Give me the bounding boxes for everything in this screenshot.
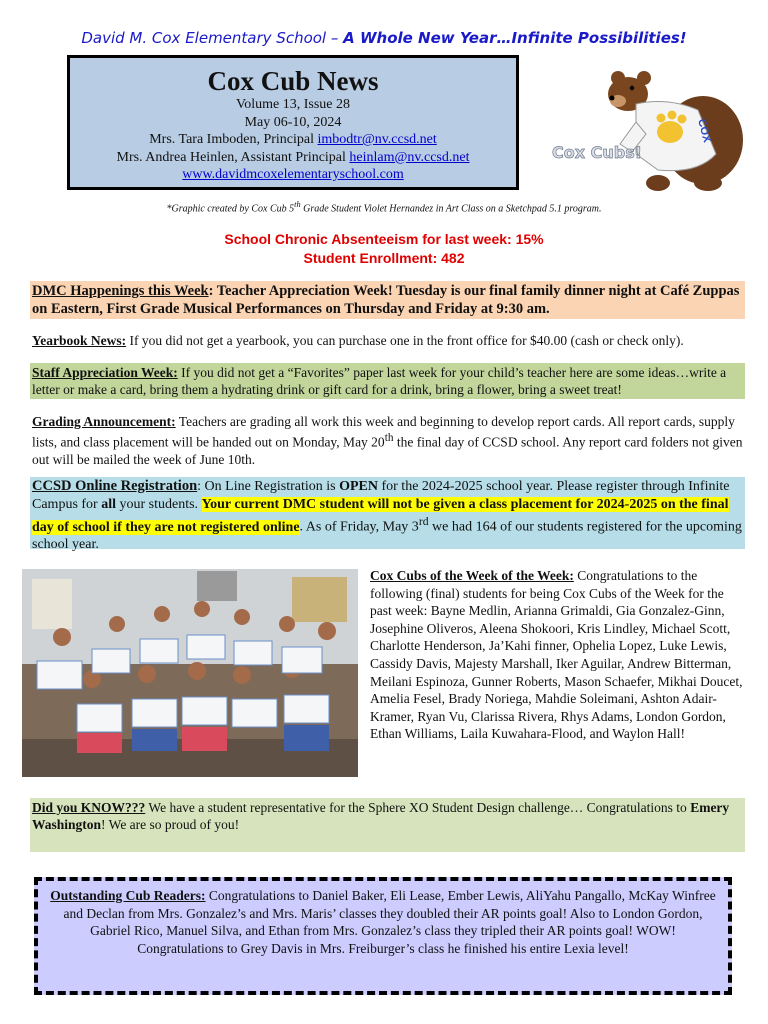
newsletter-masthead bbox=[67, 55, 519, 190]
cubs-of-the-week-section bbox=[370, 567, 748, 743]
happenings-section bbox=[30, 281, 745, 319]
happenings-heading: DMC Happenings this Week bbox=[32, 283, 209, 299]
grading-section bbox=[30, 412, 745, 469]
ccsd-open: OPEN bbox=[339, 479, 378, 494]
outstanding-readers-section bbox=[34, 877, 732, 995]
principal-line bbox=[70, 131, 516, 149]
ccsd-registration-warning: Your current DMC student will not be given a class placement for 2024-2025 on the final day of school if they are not registered online bbox=[32, 496, 729, 535]
caption-text-end: Grade Student Violet Hernandez in Art Class on a Sketchpad 5.1 program. bbox=[300, 203, 602, 215]
principal-email-link[interactable]: imbodtr@nv.ccsd.net bbox=[317, 132, 437, 147]
ccsd-all: all bbox=[101, 496, 116, 512]
attendance-stats bbox=[0, 230, 768, 268]
issue-dates: May 06-10, 2024 bbox=[244, 114, 342, 130]
staff-appreciation-heading: Staff Appreciation Week: bbox=[32, 365, 178, 380]
ccsd-text-1: : On Line Registration is bbox=[197, 479, 340, 494]
outstanding-readers-heading: Outstanding Cub Readers: bbox=[50, 888, 206, 903]
ccsd-registration-heading: CCSD Online Registration bbox=[32, 478, 198, 494]
school-website-link[interactable]: www.davidmcoxelementaryschool.com bbox=[182, 167, 404, 182]
caption-superscript: th bbox=[294, 200, 301, 209]
did-you-know-student-name: Emery Washington bbox=[32, 800, 730, 832]
grading-text: Teachers are grading all work this week and beginning to develop report cards. All report cards, supply lists, and class placement will be handed out on Monday, May 20 bbox=[32, 414, 735, 450]
cubs-of-the-week-text: Congratulations to the following (final) students for being Cox Cubs of the Week for the past week: Bayne Medlin, Arianna Grimaldi, Gia Gonzalez-Ginn, Josephine Oliveros, Aleena Shokoori, Kris Lindley, Michael Scott, Charlotte Henderson, Ja’Kahi finner, Ophelia Lopez, Luke Lewis, Cassidy Davis, Majesty Marshall, Iker Aguilar, Andrew Bitterman, Meilani Espinoza, Gunner Roberts, Mason Schaefer, Mikhai Doucet, Amelia Fesel, Brady Noriega, Mahdie Soleimani, Ashton Adair-Kramer, Ryan Vu, Clarissa Rivera, Rhys Adams, London Gordon, Ethan Williams, Laila Kuwahara-Flood, and Waylon Hall! bbox=[370, 568, 743, 742]
outstanding-readers-text: Congratulations to Daniel Baker, Eli Lease, Ember Lewis, AliYahu Pangallo, McKay Winfree and Declan from Mrs. Gonzalez’s and Mrs. Maris’ classes they doubled their AR points goal! Also to London Gordon, Gabriel Rico, Manuel Silva, and Ethan from Mrs. Gonzalez’s class they tripled their AR points goal! WOW! Congratulations to Grey Davis in Mrs. Freiburger’s class he finished his entire Lexia level! bbox=[63, 888, 716, 956]
grading-superscript: th bbox=[384, 432, 394, 444]
school-name: David M. Cox Elementary School – bbox=[81, 29, 344, 47]
staff-appreciation-section bbox=[30, 363, 745, 399]
grading-text-end: the final day of CCSD school. Any report card folders not given out will be mailed the week of June 10th. bbox=[32, 434, 743, 467]
graphic-caption bbox=[0, 200, 768, 214]
ccsd-superscript: rd bbox=[418, 515, 429, 528]
ccsd-text-5: we had 164 of our students registered for the upcoming school year. bbox=[32, 519, 742, 553]
issue-volume: Volume 13, Issue 28 bbox=[235, 97, 351, 112]
bear-mascot-illustration bbox=[548, 62, 748, 197]
school-motto: A Whole New Year…Infinite Possibilities! bbox=[343, 29, 687, 47]
caption-text: *Graphic created by Cox Cub 5 bbox=[166, 203, 295, 215]
yearbook-text: If you did not get a yearbook, you can purchase one in the front office for $40.00 (cash or check only). bbox=[126, 333, 684, 348]
did-you-know-heading: Did you KNOW??? bbox=[32, 800, 146, 815]
did-you-know-text-end: ! We are so proud of you! bbox=[101, 817, 240, 832]
did-you-know-text: We have a student representative for the Sphere XO Student Design challenge… Congratulations to bbox=[145, 800, 691, 815]
assistant-principal-line bbox=[70, 149, 516, 167]
assistant-principal-email-link[interactable]: heinlam@nv.ccsd.net bbox=[349, 149, 470, 165]
yearbook-section bbox=[30, 331, 745, 350]
ccsd-text-2: for the 2024-2025 school year. Please register through Infinite Campus for bbox=[32, 479, 730, 512]
did-you-know-section bbox=[30, 798, 745, 852]
principal-label: Mrs. Tara Imboden, Principal bbox=[149, 132, 318, 147]
website-line bbox=[70, 166, 516, 184]
assistant-principal-label: Mrs. Andrea Heinlen, Assistant Principal bbox=[116, 149, 350, 165]
school-tagline bbox=[0, 29, 768, 47]
class-group-photo bbox=[22, 569, 358, 777]
cubs-of-the-week-heading: Cox Cubs of the Week of the Week: bbox=[370, 568, 574, 583]
yearbook-heading: Yearbook News: bbox=[32, 333, 127, 348]
grading-heading: Grading Announcement: bbox=[32, 414, 176, 429]
staff-appreciation-text: If you did not get a “Favorites” paper last week for your child’s teacher here are some ideas…write a letter or make a card, bring them a hydrating drink or gift card for a drink, bring a flower, bring a sweet treat! bbox=[32, 365, 727, 397]
ccsd-text-4: . As of Friday, May 3 bbox=[299, 519, 419, 535]
enrollment-stat: Student Enrollment: 482 bbox=[303, 250, 465, 266]
absenteeism-stat: School Chronic Absenteeism for last week: 15% bbox=[224, 231, 544, 247]
ccsd-registration-section bbox=[30, 477, 745, 553]
ccsd-text-3: your students. bbox=[116, 496, 202, 512]
happenings-text: : Teacher Appreciation Week! Tuesday is our final family dinner night at Café Zuppas on Eastern, First Grade Musical Performances on Thursday and Friday at 9:30 am. bbox=[32, 283, 740, 317]
newsletter-title: Cox Cub News bbox=[207, 66, 379, 96]
shirt-text: COX bbox=[695, 117, 713, 144]
cox-cubs-badge-text: Cox Cubs! bbox=[552, 143, 643, 162]
